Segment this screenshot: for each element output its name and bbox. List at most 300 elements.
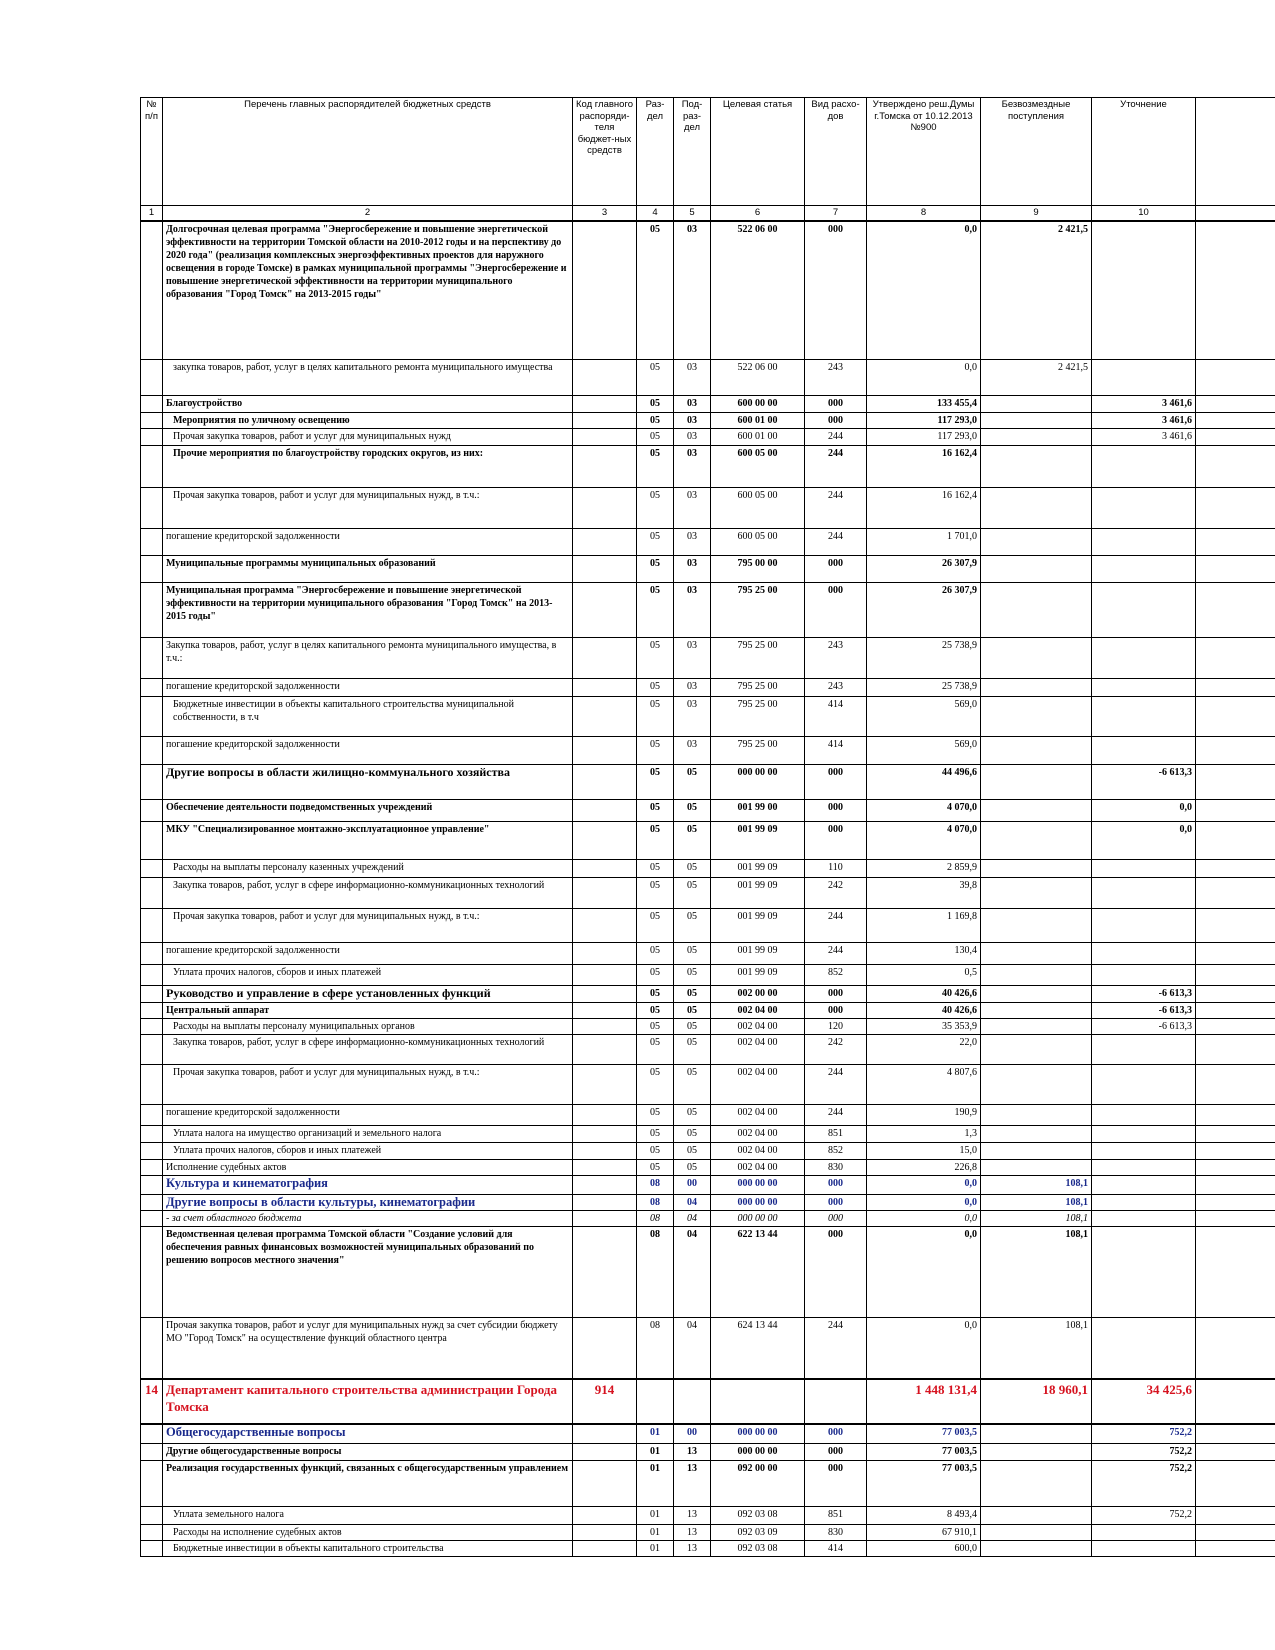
row-clar — [1092, 1159, 1196, 1175]
row-extra — [1196, 1064, 1275, 1104]
row-vid: 000 — [805, 395, 867, 412]
row-target: 001 99 09 — [711, 877, 805, 908]
row-extra — [1196, 359, 1275, 395]
row-name: Другие вопросы в области культуры, кинематографии — [163, 1194, 573, 1210]
row-target: 795 25 00 — [711, 678, 805, 696]
row-code — [573, 1424, 637, 1443]
row-code — [573, 1460, 637, 1506]
row-code — [573, 428, 637, 445]
col-number: 9 — [981, 206, 1092, 222]
row-free — [981, 1018, 1092, 1034]
table-row — [141, 221, 1275, 359]
table-row — [141, 877, 1275, 908]
col-header-target: Целевая статья — [711, 98, 805, 206]
row-extra — [1196, 942, 1275, 964]
row-extra — [1196, 985, 1275, 1002]
row-approved: 600,0 — [867, 1540, 981, 1556]
row-vid: 244 — [805, 1317, 867, 1379]
row-num — [141, 359, 163, 395]
row-vid: 000 — [805, 1443, 867, 1460]
row-free — [981, 1125, 1092, 1142]
table-row — [141, 1018, 1275, 1034]
row-razdel: 05 — [637, 445, 674, 487]
row-extra — [1196, 1210, 1275, 1226]
col-header-clar: Уточнение — [1092, 98, 1196, 206]
row-approved: 0,5 — [867, 964, 981, 985]
row-num — [141, 1064, 163, 1104]
row-target — [711, 1379, 805, 1424]
row-target: 002 04 00 — [711, 1159, 805, 1175]
row-clar — [1092, 1034, 1196, 1064]
row-target: 092 03 09 — [711, 1524, 805, 1540]
row-clar: 0,0 — [1092, 821, 1196, 859]
row-vid: 000 — [805, 1460, 867, 1506]
row-name: МКУ "Специализированное монтажно-эксплуатационное управление" — [163, 821, 573, 859]
row-extra — [1196, 1424, 1275, 1443]
row-clar — [1092, 859, 1196, 877]
row-target: 001 99 09 — [711, 908, 805, 942]
row-approved: 26 307,9 — [867, 555, 981, 582]
col-number: 5 — [674, 206, 711, 222]
row-num — [141, 221, 163, 359]
row-podrazdel: 04 — [674, 1317, 711, 1379]
row-podrazdel: 05 — [674, 1125, 711, 1142]
row-vid: 000 — [805, 821, 867, 859]
row-extra — [1196, 1142, 1275, 1159]
row-name: Центральный аппарат — [163, 1002, 573, 1018]
row-name: Прочие мероприятия по благоустройству городских округов, из них: — [163, 445, 573, 487]
row-clar — [1092, 964, 1196, 985]
row-extra — [1196, 555, 1275, 582]
row-vid: 830 — [805, 1159, 867, 1175]
row-free — [981, 678, 1092, 696]
budget-table — [140, 97, 1275, 1557]
row-target: 522 06 00 — [711, 221, 805, 359]
row-target: 624 13 44 — [711, 1317, 805, 1379]
row-target: 002 04 00 — [711, 1034, 805, 1064]
row-num — [141, 1159, 163, 1175]
row-free — [981, 1424, 1092, 1443]
row-podrazdel: 00 — [674, 1424, 711, 1443]
row-name: Расходы на выплаты персоналу муниципальных органов — [163, 1018, 573, 1034]
row-razdel: 05 — [637, 637, 674, 678]
table-row — [141, 395, 1275, 412]
table-row — [141, 1064, 1275, 1104]
row-razdel: 01 — [637, 1524, 674, 1540]
row-clar — [1092, 942, 1196, 964]
row-vid: 000 — [805, 1210, 867, 1226]
row-podrazdel: 05 — [674, 964, 711, 985]
row-clar — [1092, 877, 1196, 908]
row-code — [573, 1443, 637, 1460]
row-podrazdel: 03 — [674, 221, 711, 359]
row-podrazdel: 05 — [674, 985, 711, 1002]
row-target: 092 00 00 — [711, 1460, 805, 1506]
row-code — [573, 445, 637, 487]
row-target: 001 99 09 — [711, 859, 805, 877]
table-header-row — [141, 98, 1275, 206]
row-free: 108,1 — [981, 1226, 1092, 1317]
row-razdel: 05 — [637, 764, 674, 799]
row-code — [573, 696, 637, 736]
row-approved: 4 807,6 — [867, 1064, 981, 1104]
row-podrazdel: 05 — [674, 1018, 711, 1034]
budget-table-sheet — [140, 97, 1275, 1557]
col-header-name: Перечень главных распорядителей бюджетных средств — [163, 98, 573, 206]
row-code — [573, 1210, 637, 1226]
row-vid: 000 — [805, 1194, 867, 1210]
row-num — [141, 528, 163, 555]
row-extra — [1196, 428, 1275, 445]
row-vid: 243 — [805, 678, 867, 696]
row-name: Общегосударственные вопросы — [163, 1424, 573, 1443]
row-name: Прочая закупка товаров, работ и услуг для муниципальных нужд, в т.ч.: — [163, 1064, 573, 1104]
row-num: 14 — [141, 1379, 163, 1424]
row-num — [141, 908, 163, 942]
row-extra — [1196, 1125, 1275, 1142]
row-approved: 35 353,9 — [867, 1018, 981, 1034]
row-num — [141, 1524, 163, 1540]
table-row — [141, 1175, 1275, 1194]
row-num — [141, 1175, 163, 1194]
row-clar — [1092, 1175, 1196, 1194]
table-row — [141, 821, 1275, 859]
table-row — [141, 1210, 1275, 1226]
row-name: Закупка товаров, работ, услуг в сфере информационно-коммуникационных технологий — [163, 877, 573, 908]
row-num — [141, 1002, 163, 1018]
row-approved: 1 169,8 — [867, 908, 981, 942]
table-row — [141, 1034, 1275, 1064]
row-free — [981, 1460, 1092, 1506]
row-clar: 752,2 — [1092, 1443, 1196, 1460]
row-clar: -6 613,3 — [1092, 764, 1196, 799]
row-extra — [1196, 908, 1275, 942]
row-num — [141, 1317, 163, 1379]
col-number: 1 — [141, 206, 163, 222]
row-free — [981, 877, 1092, 908]
row-num — [141, 445, 163, 487]
row-approved: 0,0 — [867, 1175, 981, 1194]
row-podrazdel: 13 — [674, 1506, 711, 1524]
row-target: 600 05 00 — [711, 528, 805, 555]
row-extra — [1196, 1002, 1275, 1018]
row-target: 002 04 00 — [711, 1142, 805, 1159]
table-row — [141, 1104, 1275, 1125]
table-row — [141, 445, 1275, 487]
row-target: 600 00 00 — [711, 395, 805, 412]
row-num — [141, 582, 163, 637]
table-row — [141, 964, 1275, 985]
row-code — [573, 859, 637, 877]
row-free — [981, 942, 1092, 964]
row-extra — [1196, 1194, 1275, 1210]
table-row — [141, 582, 1275, 637]
row-approved: 44 496,6 — [867, 764, 981, 799]
row-podrazdel: 13 — [674, 1540, 711, 1556]
row-extra — [1196, 678, 1275, 696]
row-podrazdel: 03 — [674, 445, 711, 487]
row-code — [573, 1125, 637, 1142]
row-razdel: 05 — [637, 1018, 674, 1034]
row-extra — [1196, 487, 1275, 528]
row-extra — [1196, 412, 1275, 428]
row-target: 001 99 09 — [711, 942, 805, 964]
row-free: 108,1 — [981, 1317, 1092, 1379]
row-razdel: 05 — [637, 985, 674, 1002]
row-clar — [1092, 1524, 1196, 1540]
row-code — [573, 1002, 637, 1018]
row-razdel: 05 — [637, 799, 674, 821]
table-row — [141, 942, 1275, 964]
row-razdel: 05 — [637, 487, 674, 528]
row-podrazdel: 05 — [674, 799, 711, 821]
row-razdel: 05 — [637, 1064, 674, 1104]
row-target: 002 04 00 — [711, 1125, 805, 1142]
row-target: 000 00 00 — [711, 1424, 805, 1443]
row-extra — [1196, 764, 1275, 799]
row-code — [573, 821, 637, 859]
row-target: 002 04 00 — [711, 1018, 805, 1034]
row-free: 18 960,1 — [981, 1379, 1092, 1424]
row-podrazdel: 05 — [674, 1159, 711, 1175]
row-name: Другие общегосударственные вопросы — [163, 1443, 573, 1460]
table-row — [141, 1379, 1275, 1424]
row-num — [141, 555, 163, 582]
row-approved: 26 307,9 — [867, 582, 981, 637]
table-row — [141, 528, 1275, 555]
row-vid: 000 — [805, 582, 867, 637]
row-clar — [1092, 445, 1196, 487]
row-target: 002 00 00 — [711, 985, 805, 1002]
row-vid: 830 — [805, 1524, 867, 1540]
row-razdel: 05 — [637, 678, 674, 696]
table-row — [141, 555, 1275, 582]
row-free — [981, 964, 1092, 985]
row-name: Мероприятия по уличному освещению — [163, 412, 573, 428]
row-vid: 852 — [805, 964, 867, 985]
row-clar: -6 613,3 — [1092, 1002, 1196, 1018]
row-extra — [1196, 1034, 1275, 1064]
col-number: 6 — [711, 206, 805, 222]
row-target: 000 00 00 — [711, 1175, 805, 1194]
row-clar: 3 461,6 — [1092, 395, 1196, 412]
row-code — [573, 412, 637, 428]
row-extra — [1196, 799, 1275, 821]
row-num — [141, 1460, 163, 1506]
row-num — [141, 1424, 163, 1443]
row-podrazdel: 05 — [674, 908, 711, 942]
row-clar — [1092, 696, 1196, 736]
row-podrazdel: 03 — [674, 582, 711, 637]
row-target: 600 05 00 — [711, 487, 805, 528]
row-vid: 000 — [805, 1002, 867, 1018]
row-podrazdel: 00 — [674, 1175, 711, 1194]
row-approved: 117 293,0 — [867, 428, 981, 445]
row-target: 622 13 44 — [711, 1226, 805, 1317]
row-approved: 190,9 — [867, 1104, 981, 1125]
row-razdel: 08 — [637, 1317, 674, 1379]
row-vid: 110 — [805, 859, 867, 877]
row-approved: 117 293,0 — [867, 412, 981, 428]
table-row — [141, 859, 1275, 877]
row-num — [141, 412, 163, 428]
row-razdel: 05 — [637, 821, 674, 859]
row-podrazdel: 03 — [674, 637, 711, 678]
row-podrazdel: 03 — [674, 487, 711, 528]
table-row — [141, 1540, 1275, 1556]
row-approved: 40 426,6 — [867, 985, 981, 1002]
col-header-code: Код главного распоряди-теля бюджет-ных средств — [573, 98, 637, 206]
col-number: 8 — [867, 206, 981, 222]
row-podrazdel: 03 — [674, 359, 711, 395]
row-podrazdel: 13 — [674, 1524, 711, 1540]
table-column-numbers — [141, 206, 1275, 222]
row-code — [573, 877, 637, 908]
row-target: 600 01 00 — [711, 428, 805, 445]
row-code — [573, 1034, 637, 1064]
row-code — [573, 528, 637, 555]
row-approved: 16 162,4 — [867, 487, 981, 528]
row-vid: 244 — [805, 428, 867, 445]
table-row — [141, 1125, 1275, 1142]
row-razdel: 01 — [637, 1443, 674, 1460]
row-num — [141, 942, 163, 964]
row-approved: 569,0 — [867, 696, 981, 736]
row-approved: 1 701,0 — [867, 528, 981, 555]
row-clar: 752,2 — [1092, 1506, 1196, 1524]
table-row — [141, 1524, 1275, 1540]
row-code — [573, 395, 637, 412]
row-razdel: 05 — [637, 412, 674, 428]
row-code — [573, 678, 637, 696]
row-num — [141, 736, 163, 764]
row-code — [573, 582, 637, 637]
row-extra — [1196, 445, 1275, 487]
row-extra — [1196, 1540, 1275, 1556]
row-name: Прочая закупка товаров, работ и услуг для муниципальных нужд, в т.ч.: — [163, 908, 573, 942]
row-extra — [1196, 528, 1275, 555]
table-row — [141, 1506, 1275, 1524]
row-target: 795 25 00 — [711, 637, 805, 678]
row-extra — [1196, 1460, 1275, 1506]
row-podrazdel: 05 — [674, 942, 711, 964]
row-num — [141, 1104, 163, 1125]
row-razdel: 08 — [637, 1194, 674, 1210]
row-clar: -6 613,3 — [1092, 1018, 1196, 1034]
row-code — [573, 736, 637, 764]
row-code — [573, 359, 637, 395]
table-row — [141, 487, 1275, 528]
row-extra — [1196, 1317, 1275, 1379]
table-row — [141, 799, 1275, 821]
table-row — [141, 1424, 1275, 1443]
row-free — [981, 736, 1092, 764]
row-num — [141, 859, 163, 877]
row-podrazdel: 03 — [674, 555, 711, 582]
row-target: 000 00 00 — [711, 1443, 805, 1460]
col-number: 10 — [1092, 206, 1196, 222]
row-name: Реализация государственных функций, связанных с общегосударственным управлением — [163, 1460, 573, 1506]
row-podrazdel: 03 — [674, 528, 711, 555]
row-free — [981, 555, 1092, 582]
row-approved: 39,8 — [867, 877, 981, 908]
table-row — [141, 985, 1275, 1002]
row-vid: 000 — [805, 799, 867, 821]
row-name: Исполнение судебных актов — [163, 1159, 573, 1175]
col-number: 3 — [573, 206, 637, 222]
row-name: закупка товаров, работ, услуг в целях капитального ремонта муниципального имущества — [163, 359, 573, 395]
row-code — [573, 908, 637, 942]
row-clar: 3 461,6 — [1092, 428, 1196, 445]
row-razdel: 05 — [637, 1142, 674, 1159]
row-name: Прочая закупка товаров, работ и услуг для муниципальных нужд, в т.ч.: — [163, 487, 573, 528]
row-razdel: 01 — [637, 1540, 674, 1556]
row-target: 001 99 00 — [711, 799, 805, 821]
row-clar — [1092, 528, 1196, 555]
row-podrazdel: 05 — [674, 764, 711, 799]
table-row — [141, 1443, 1275, 1460]
row-name: Руководство и управление в сфере установленных функций — [163, 985, 573, 1002]
row-num — [141, 428, 163, 445]
row-razdel: 05 — [637, 1002, 674, 1018]
row-clar — [1092, 1064, 1196, 1104]
row-clar — [1092, 736, 1196, 764]
row-num — [141, 1210, 163, 1226]
row-podrazdel: 03 — [674, 428, 711, 445]
row-target: 795 25 00 — [711, 582, 805, 637]
row-free: 2 421,5 — [981, 221, 1092, 359]
row-name: Уплата прочих налогов, сборов и иных платежей — [163, 964, 573, 985]
row-approved: 226,8 — [867, 1159, 981, 1175]
col-header-vid: Вид расхо-дов — [805, 98, 867, 206]
row-vid: 244 — [805, 487, 867, 528]
table-row — [141, 1159, 1275, 1175]
row-approved: 0,0 — [867, 359, 981, 395]
row-free — [981, 1002, 1092, 1018]
row-name: Культура и кинематография — [163, 1175, 573, 1194]
row-name: Прочая закупка товаров, работ и услуг для муниципальных нужд за счет субсидии бюджету МО "Город Томск" на осуществление функций областного центра — [163, 1317, 573, 1379]
row-extra — [1196, 1379, 1275, 1424]
row-name: Муниципальные программы муниципальных образований — [163, 555, 573, 582]
row-vid: 242 — [805, 1034, 867, 1064]
row-approved: 0,0 — [867, 1210, 981, 1226]
row-clar — [1092, 1194, 1196, 1210]
row-free — [981, 799, 1092, 821]
row-podrazdel: 13 — [674, 1443, 711, 1460]
row-extra — [1196, 964, 1275, 985]
row-vid: 000 — [805, 985, 867, 1002]
row-num — [141, 877, 163, 908]
row-num — [141, 1443, 163, 1460]
row-code — [573, 1175, 637, 1194]
row-free: 108,1 — [981, 1210, 1092, 1226]
row-name: Департамент капитального строительства администрации Города Томска — [163, 1379, 573, 1424]
row-razdel: 05 — [637, 528, 674, 555]
row-clar — [1092, 487, 1196, 528]
row-code — [573, 487, 637, 528]
row-code — [573, 1064, 637, 1104]
col-number: 7 — [805, 206, 867, 222]
row-num — [141, 637, 163, 678]
row-extra — [1196, 221, 1275, 359]
row-num — [141, 799, 163, 821]
table-row — [141, 428, 1275, 445]
row-razdel: 08 — [637, 1226, 674, 1317]
col-header-free: Безвозмездные поступления — [981, 98, 1092, 206]
row-free — [981, 487, 1092, 528]
row-free — [981, 582, 1092, 637]
row-code — [573, 221, 637, 359]
